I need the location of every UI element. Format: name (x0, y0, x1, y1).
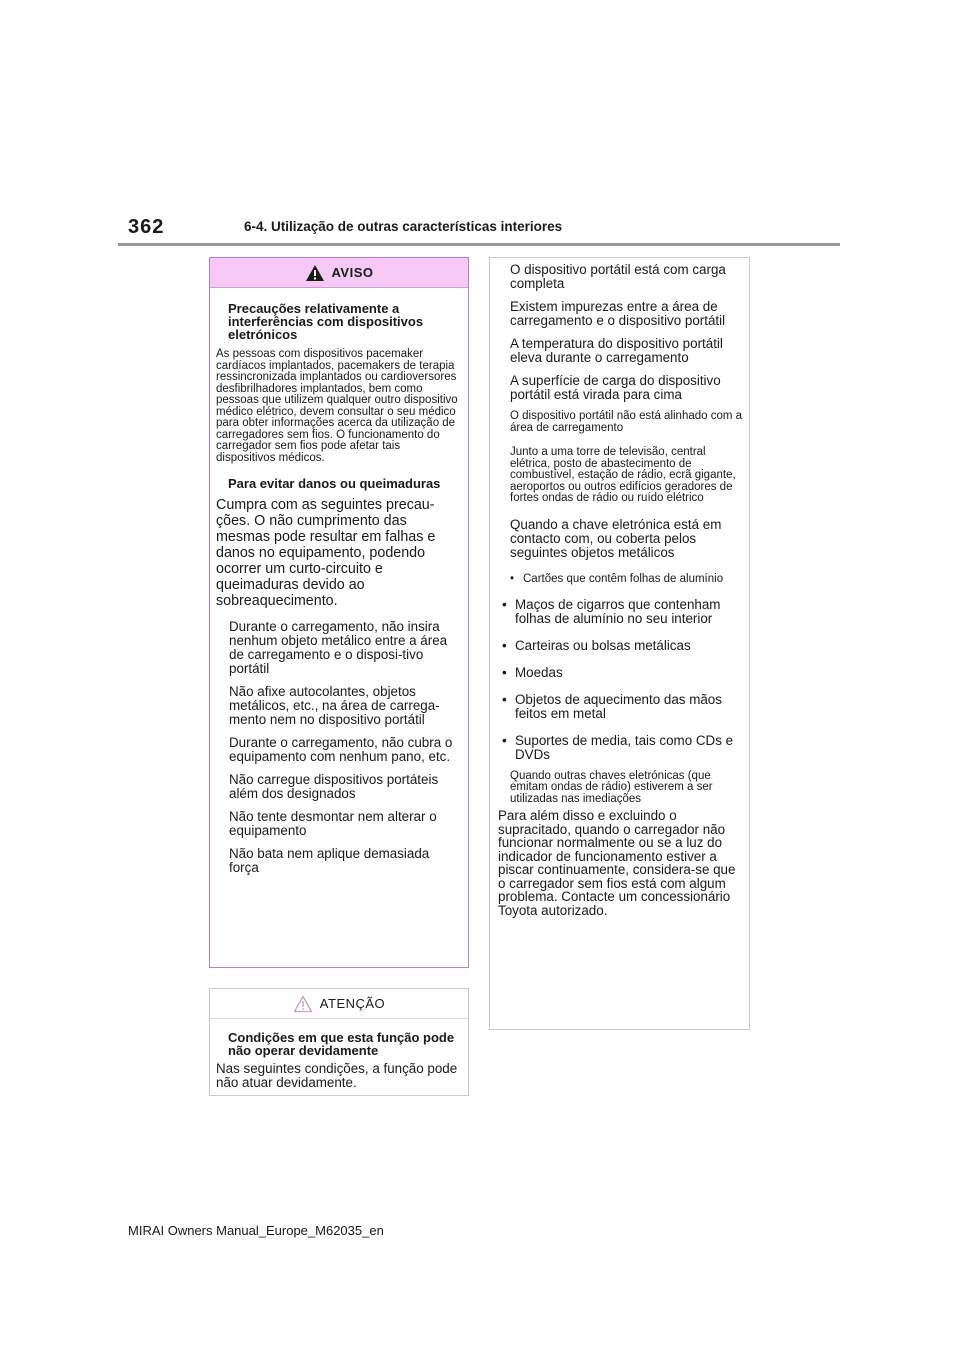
bullet-text: Suportes de media, tais como CDs e DVDs (515, 732, 734, 762)
warning-label: AVISO (331, 265, 374, 280)
warning-heading-interference: Precauções relativamente a interferências com dispositivos eletrónicos (228, 301, 424, 342)
warning-item: Não tente desmontar nem alterar o equipamento (229, 809, 437, 838)
caution-paragraph: Nas seguintes condições, a função pode não atuar devidamente. (216, 1061, 458, 1090)
warning-item: Não afixe autocolantes, objetos metálicos, etc., na área de carrega-mento nem no dispositivo portátil (229, 684, 440, 727)
condition-item: A temperatura do dispositivo portátil eleva durante o carregamento (510, 336, 723, 365)
header-divider (118, 243, 840, 246)
conditions-box (489, 257, 750, 1030)
warning-heading-damage: Para evitar danos ou queimaduras (228, 476, 441, 491)
caution-label: ATENÇÃO (319, 996, 386, 1011)
warning-header (210, 258, 468, 288)
bullet-text: Moedas (515, 664, 563, 680)
condition-item-key: Quando a chave eletrónica está em contacto com, ou coberta pelos seguintes objetos metálicos (510, 516, 722, 560)
bullet-text: Carteiras ou bolsas metálicas (515, 637, 691, 653)
final-paragraph: Para além disso e excluindo o supracitado, quando o carregador não funcionar normalmente ou se a luz do indicador de funcionamento estiver a piscar continuamente, considera-se que o carregador sem fios está com algum problema. Contacte um concessionário Toyota autorizado. (498, 808, 736, 918)
metal-object-bullet: • Maços de cigarros que contenham folhas de alumínio no seu interior (496, 598, 743, 626)
bullet-text: Objetos de aquecimento das mãos feitos em metal (515, 691, 722, 721)
warning-item: Durante o carregamento, não insira nenhum objeto metálico entre a área de carregamento e o disposi-tivo portátil (229, 619, 448, 676)
warning-box (209, 257, 469, 968)
caution-header (210, 989, 468, 1019)
warning-item: Não carregue dispositivos portáteis além dos designados (229, 772, 439, 801)
condition-item: A superfície de carga do dispositivo portátil está virada para cima (510, 373, 721, 402)
bullet-text: Cartões que contêm folhas de alumínio (523, 572, 724, 585)
condition-note-other-keys: Quando outras chaves eletrónicas (que emitam ondas de rádio) estiverem a ser utilizadas nas imediações (510, 769, 713, 805)
page-number: 362 (128, 216, 165, 238)
caution-triangle-icon (293, 995, 313, 1013)
caution-heading: Condições em que esta função pode não operar devidamente (228, 1030, 455, 1058)
bullet-text: Maços de cigarros que contenham folhas de alumínio no seu interior (515, 596, 721, 626)
warning-triangle-icon (305, 264, 325, 282)
metal-object-bullet: • Moedas (502, 664, 563, 680)
metal-object-bullet: • Carteiras ou bolsas metálicas (502, 637, 691, 653)
condition-note-radio: Junto a uma torre de televisão, central elétrica, posto de abastecimento de combustível, estação de rádio, ecrã gigante, aeroportos ou outros edifícios geradores de fortes ondas de rádio ou ruído elétrico (510, 446, 736, 504)
condition-note-alignment: O dispositivo portátil não está alinhado com a área de carregamento (510, 410, 743, 434)
warning-paragraph-medical: As pessoas com dispositivos pacemaker cardíacos implantados, pacemakers de terapia ressincronizada implantados ou cardioversores desfibrilhadores implantados, bem como pessoas que utilizem qualquer outro dispositivo médico elétrico, devem consultar o seu médico para obter informações acerca da utilização de carregadores sem fios. O funcionamento do carregador sem fios pode afetar tais dispositivos médicos. (216, 348, 458, 464)
condition-item: O dispositivo portátil está com carga completa (510, 262, 726, 291)
warning-item: Não bata nem aplique demasiada força (229, 846, 430, 875)
metal-object-bullet: • Cartões que contêm folhas de alumínio (510, 572, 724, 585)
condition-item: Existem impurezas entre a área de carregamento e o dispositivo portátil (510, 299, 726, 328)
section-title: 6-4. Utilização de outras características interiores (244, 219, 563, 234)
metal-object-bullet: • Suportes de media, tais como CDs e DVDs (496, 734, 743, 762)
warning-paragraph-precautions: Cumpra com as seguintes precau-ções. O não cumprimento das mesmas pode resultar em falhas e danos no equipamento, podendo ocorrer um curto-circuito e queimaduras devido ao sobreaquecimento. (216, 497, 436, 609)
footer-manual-id: MIRAI Owners Manual_Europe_M62035_en (128, 1223, 384, 1238)
metal-object-bullet: • Objetos de aquecimento das mãos feitos em metal (496, 693, 743, 721)
warning-item: Durante o carregamento, não cubra o equipamento com nenhum pano, etc. (229, 735, 453, 764)
caution-box (209, 988, 469, 1096)
